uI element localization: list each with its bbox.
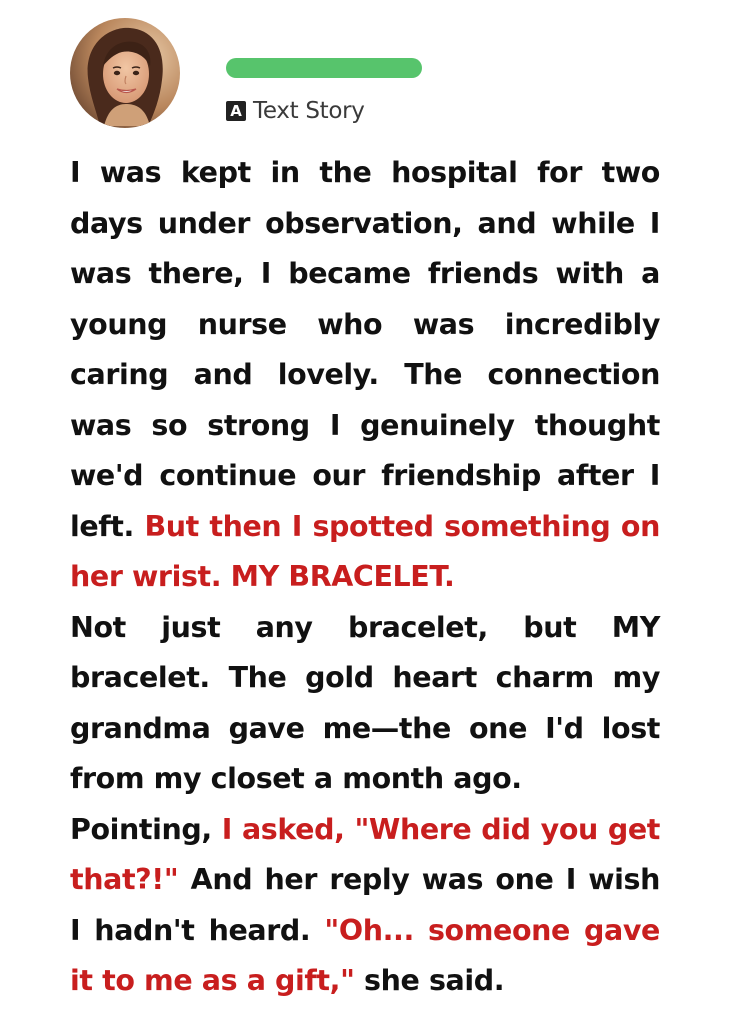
story-header (70, 18, 470, 130)
story-paragraph-3 (70, 805, 660, 1007)
story-text: And her reply was one I wish I hadn't heard. (70, 863, 660, 947)
avatar (70, 18, 180, 128)
story-highlight: I asked, "Where did you get that?!" (70, 812, 660, 896)
story-highlight: But then I spotted something on her wrist. MY BRACELET. (70, 509, 660, 593)
text-story-icon: A (226, 101, 246, 121)
story-text: Not just any bracelet, but MY bracelet. The gold heart charm my grandma gave me—the one I'd lost from my closet a month ago. (70, 610, 660, 795)
story-paragraph-1 (70, 148, 660, 603)
text-story-label-text: Text Story (253, 98, 365, 124)
avatar-portrait-image (70, 18, 180, 128)
story-text: Pointing, (70, 812, 222, 846)
text-story-label (226, 96, 365, 126)
story-highlight: "Oh... someone gave it to me as a gift," (70, 913, 660, 997)
story-body (70, 148, 660, 1007)
story-paragraph-2 (70, 603, 660, 805)
redacted-name-bar (226, 58, 422, 78)
story-text: I was kept in the hospital for two days under observation, and while I was there, I became friends with a young nurse who was incredibly caring and lovely. The connection was so strong I genuinely thought we'd continue our friendship after I left. (70, 156, 660, 543)
story-text: she said. (354, 964, 505, 997)
